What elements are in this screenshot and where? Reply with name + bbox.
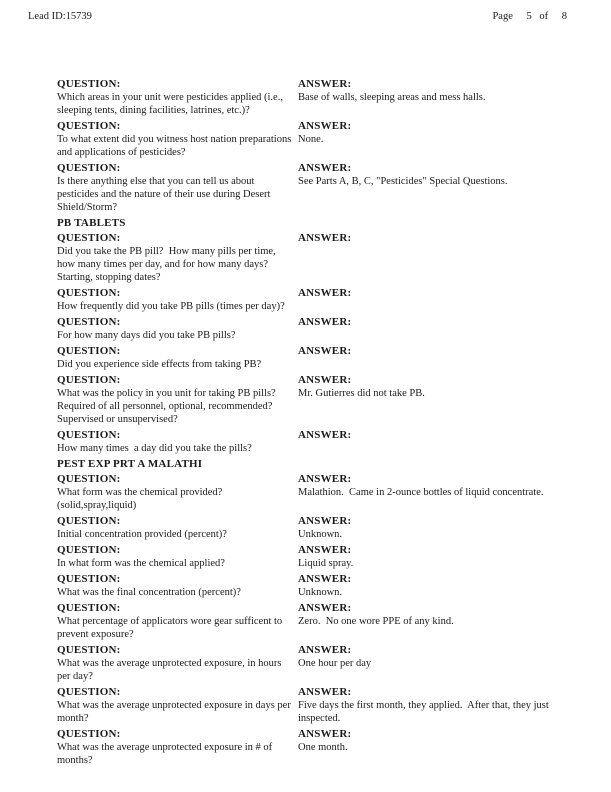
answer-cell [298,544,597,570]
answer-label: ANSWER: [298,374,352,386]
qa-row [57,78,597,117]
page-total: 8 [561,11,567,22]
qa-row [57,644,597,683]
answer-cell [298,602,597,641]
question-cell [57,644,298,683]
question-text: What was the policy in you unit for taking PB pills? Required of all personnel, optional, recommended? Supervised or unsupervised? [57,388,281,425]
question-cell [57,287,298,313]
answer-label: ANSWER: [298,232,352,244]
question-cell [57,728,298,767]
question-text: Did you take the PB pill? How many pills per time, how many times per day, and for how many days? Starting, stopping dates? [57,246,279,283]
page-number: 5 [526,11,532,22]
answer-label: ANSWER: [298,287,352,299]
answer-cell [298,78,597,117]
section-heading: PB TABLETS [57,217,126,229]
qa-row [57,728,597,767]
answer-cell [298,316,597,342]
answer-label: ANSWER: [298,78,352,90]
answer-label: ANSWER: [298,686,352,698]
lead-id: Lead ID:15739 [28,11,92,22]
question-cell [57,316,298,342]
answer-cell [298,429,597,455]
question-cell [57,120,298,159]
answer-label: ANSWER: [298,345,352,357]
qa-row [57,515,597,541]
qa-row [57,316,597,342]
question-text: In what form was the chemical applied? [57,558,225,569]
question-cell [57,573,298,599]
answer-label: ANSWER: [298,120,352,132]
question-label: QUESTION: [57,686,121,698]
answer-label: ANSWER: [298,602,352,614]
answer-text: Unknown. [298,529,343,540]
question-label: QUESTION: [57,232,121,244]
question-text: Is there anything else that you can tell us about pesticides and the nature of their use during Desert Shield/Storm? [57,176,274,213]
question-text: What was the average unprotected exposure in # of months? [57,742,275,766]
question-text: How frequently did you take PB pills (times per day)? [57,301,285,312]
answer-label: ANSWER: [298,429,352,441]
answer-text: Base of walls, sleeping areas and mess halls. [298,92,486,103]
answer-cell [298,573,597,599]
qa-row [57,120,597,159]
answer-cell [298,686,597,725]
answer-label: ANSWER: [298,728,352,740]
question-cell [57,374,298,426]
answer-text: See Parts A, B, C, "Pesticides" Special Questions. [298,176,508,187]
question-label: QUESTION: [57,374,121,386]
question-text: Did you experience side effects from taking PB? [57,359,262,370]
question-text: What form was the chemical provided?(solid,spray,liquid) [57,487,223,511]
qa-row [57,232,597,284]
question-cell [57,602,298,641]
answer-label: ANSWER: [298,473,352,485]
qa-row [57,473,597,512]
question-cell [57,473,298,512]
answer-label: ANSWER: [298,515,352,527]
question-label: QUESTION: [57,316,121,328]
question-label: QUESTION: [57,602,121,614]
answer-text: One hour per day [298,658,372,669]
section-heading: PEST EXP PRT A MALATHI [57,458,203,470]
qa-row [57,345,597,371]
question-text: Which areas in your unit were pesticides applied (i.e., sleeping tents, dining facilities, latrines, etc.)? [57,92,286,116]
question-label: QUESTION: [57,345,121,357]
qa-row [57,429,597,455]
answer-text: One month. [298,742,348,753]
question-label: QUESTION: [57,162,121,174]
question-label: QUESTION: [57,573,121,585]
answer-label: ANSWER: [298,644,352,656]
question-text: What was the average unprotected exposure in days per month? [57,700,294,724]
question-label: QUESTION: [57,120,121,132]
answer-cell [298,162,597,214]
question-text: To what extent did you witness host nation preparations and applications of pesticides? [57,134,294,158]
qa-form [57,78,611,767]
answer-cell [298,515,597,541]
question-text: How many times a day did you take the pills? [57,443,252,454]
answer-text: Zero. No one wore PPE of any kind. [298,616,454,627]
question-cell [57,515,298,541]
question-text: Initial concentration provided (percent)? [57,529,227,540]
question-cell [57,162,298,214]
answer-text: Malathion. Came in 2-ounce bottles of liquid concentrate. [298,487,544,498]
question-label: QUESTION: [57,544,121,556]
qa-row [57,573,597,599]
of-word: of [539,11,549,22]
qa-row [57,686,597,725]
page-header [0,0,611,23]
answer-text: Five days the first month, they applied. After that, they just inspected. [298,700,552,724]
question-label: QUESTION: [57,429,121,441]
answer-label: ANSWER: [298,573,352,585]
question-text: For how many days did you take PB pills? [57,330,236,341]
answer-text: Liquid spray. [298,558,354,569]
answer-label: ANSWER: [298,316,352,328]
page-word: Page [492,11,513,22]
question-label: QUESTION: [57,78,121,90]
question-label: QUESTION: [57,473,121,485]
question-label: QUESTION: [57,728,121,740]
answer-text: None. [298,134,324,145]
answer-cell [298,728,597,767]
qa-row [57,162,597,214]
qa-row [57,287,597,313]
answer-cell [298,345,597,371]
answer-cell [298,644,597,683]
question-cell [57,232,298,284]
answer-text: Unknown. [298,587,343,598]
question-cell [57,429,298,455]
qa-row [57,374,597,426]
question-cell [57,78,298,117]
answer-cell [298,473,597,512]
qa-row [57,602,597,641]
question-label: QUESTION: [57,515,121,527]
question-text: What was the final concentration (percent)? [57,587,241,598]
question-text: What percentage of applicators wore gear sufficent to prevent exposure? [57,616,285,640]
answer-text: Mr. Gutierres did not take PB. [298,388,425,399]
question-label: QUESTION: [57,644,121,656]
page-indicator [492,11,567,23]
answer-cell [298,287,597,313]
question-label: QUESTION: [57,287,121,299]
question-cell [57,345,298,371]
answer-label: ANSWER: [298,162,352,174]
answer-label: ANSWER: [298,544,352,556]
answer-cell [298,120,597,159]
qa-row [57,544,597,570]
question-cell [57,544,298,570]
answer-cell [298,374,597,426]
question-text: What was the average unprotected exposure, in hours per day? [57,658,285,682]
question-cell [57,686,298,725]
answer-cell [298,232,597,284]
